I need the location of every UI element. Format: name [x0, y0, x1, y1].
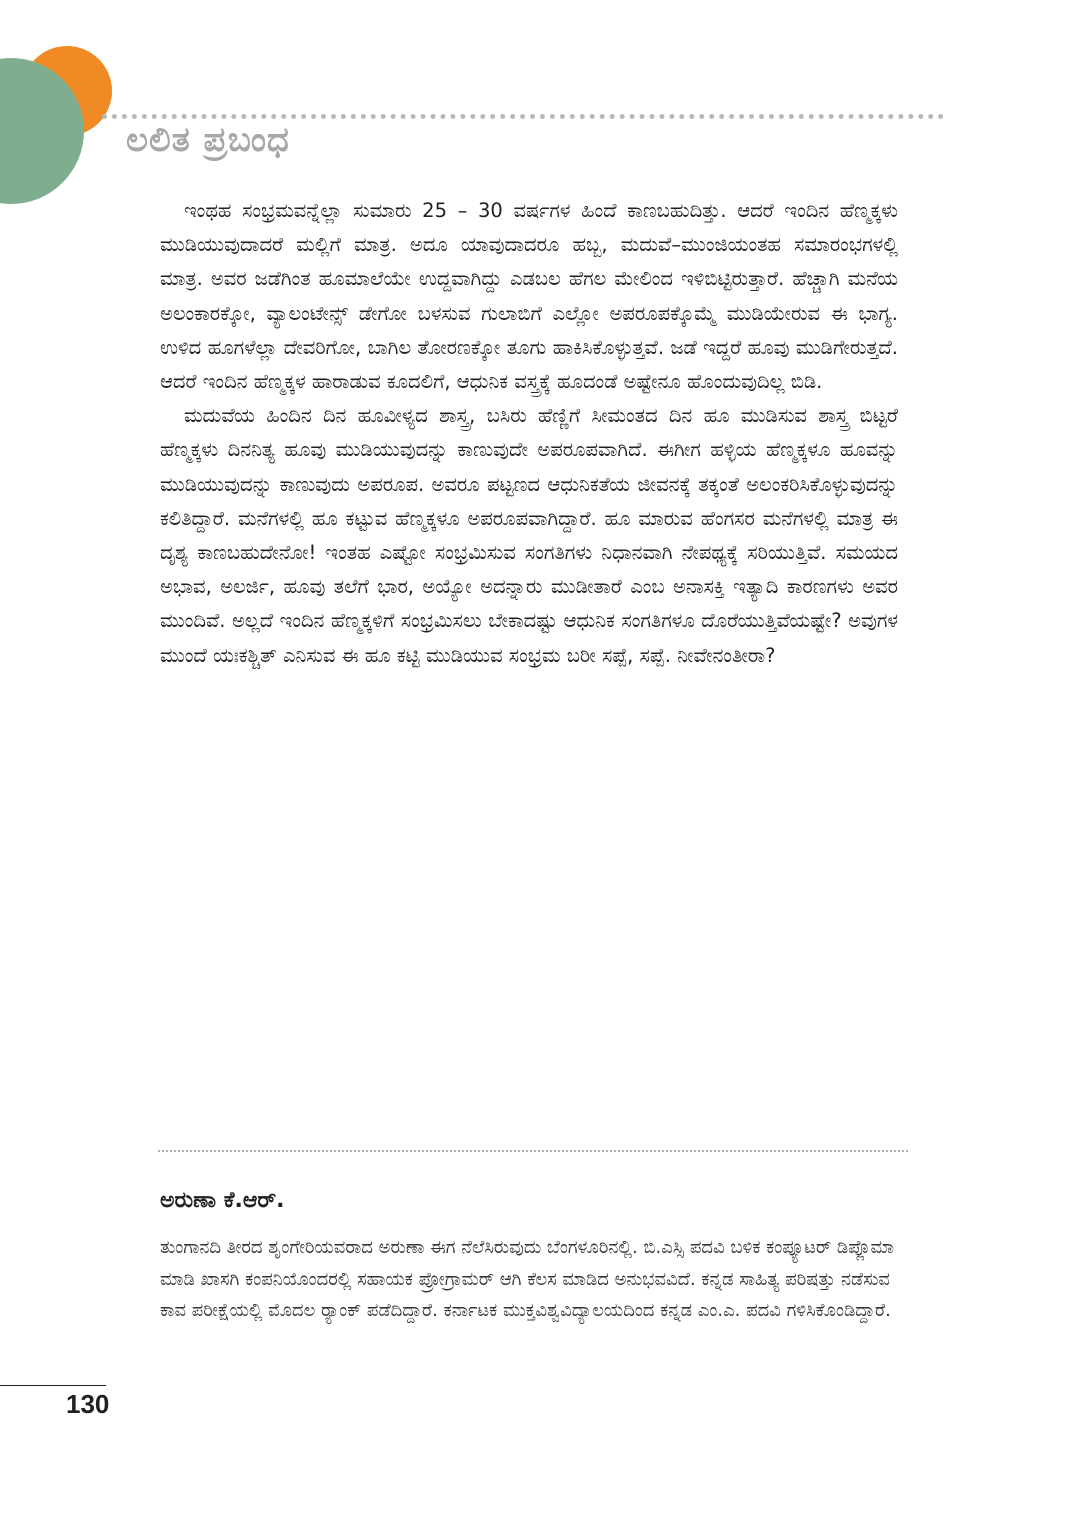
header-dotted-rule — [102, 114, 944, 119]
page-number: 130 — [66, 1389, 110, 1419]
author-name: ಅರುಣಾ ಕೆ.ಆರ್. — [160, 1188, 285, 1213]
article-paragraph-1: ಇಂಥಹ ಸಂಭ್ರಮವನ್ನೆಲ್ಲಾ ಸುಮಾರು 25 – 30 ವರ್ಷಗಳ ಹಿಂದೆ ಕಾಣಬಹುದಿತ್ತು. ಆದರೆ ಇಂದಿನ ಹೆಣ್ಮಕ್ಕಳು ಮುಡಿಯುವುದಾದರೆ ಮಲ್ಲಿಗೆ ಮಾತ್ರ. ಅದೂ ಯಾವುದಾದರೂ ಹಬ್ಬ, ಮದುವೆ–ಮುಂಜಿಯಂತಹ ಸಮಾರಂಭಗಳಲ್ಲಿ ಮಾತ್ರ. ಅವರ ಜಡೆಗಿಂತ ಹೂಮಾಲೆಯೇ ಉದ್ದವಾಗಿದ್ದು ಎಡಬಲ ಹೆಗಲ ಮೇಲಿಂದ ಇಳಿಬಿಟ್ಟಿರುತ್ತಾರೆ. ಹೆಚ್ಚಾಗಿ ಮನೆಯ ಅಲಂಕಾರಕ್ಕೋ, ವ್ಯಾಲಂಟೇನ್ಸ್ ಡೇಗೋ ಬಳಸುವ ಗುಲಾಬಿಗೆ ಎಲ್ಲೋ ಅಪರೂಪಕ್ಕೊಮ್ಮೆ ಮುಡಿಯೇರುವ ಈ ಭಾಗ್ಯ. ಉಳಿದ ಹೂಗಳೆಲ್ಲಾ ದೇವರಿಗೋ, ಬಾಗಿಲ ತೋರಣಕ್ಕೋ ತೂಗು ಹಾಕಿಸಿಕೊಳ್ಳುತ್ತವೆ. ಜಡೆ ಇದ್ದರೆ ಹೂವು ಮುಡಿಗೇರುತ್ತದೆ. ಆದರೆ ಇಂದಿನ ಹೆಣ್ಮಕ್ಕಳ ಹಾರಾಡುವ ಕೂದಲಿಗೆ, ಆಧುನಿಕ ವಸ್ತ್ರಕ್ಕೆ ಹೂದಂಡೆ ಅಷ್ಟೇನೂ ಹೊಂದುವುದಿಲ್ಲ ಬಿಡಿ. — [160, 199, 898, 394]
article-body — [160, 194, 898, 673]
author-dotted-divider — [158, 1150, 908, 1152]
page-number-rule — [0, 1385, 106, 1386]
author-bio: ತುಂಗಾನದಿ ತೀರದ ಶೃಂಗೇರಿಯವರಾದ ಅರುಣಾ ಈಗ ನೆಲೆಸಿರುವುದು ಬೆಂಗಳೂರಿನಲ್ಲಿ. ಬಿ.ಎಸ್ಸಿ ಪದವಿ ಬಳಿಕ ಕಂಪ್ಯೂಟರ್ ಡಿಪ್ಲೊಮಾ ಮಾಡಿ ಖಾಸಗಿ ಕಂಪನಿಯೊಂದರಲ್ಲಿ ಸಹಾಯಕ ಪ್ರೋಗ್ರಾಮರ್ ಆಗಿ ಕೆಲಸ ಮಾಡಿದ ಅನುಭವವಿದೆ. ಕನ್ನಡ ಸಾಹಿತ್ಯ ಪರಿಷತ್ತು ನಡೆಸುವ ಕಾವ ಪರೀಕ್ಷೆಯಲ್ಲಿ ಮೊದಲ ರ್‍ಯಾಂಕ್ ಪಡೆದಿದ್ದಾರೆ. ಕರ್ನಾಟಕ ಮುಕ್ತವಿಶ್ವವಿದ್ಯಾಲಯದಿಂದ ಕನ್ನಡ ಎಂ.ಎ. ಪದವಿ ಗಳಿಸಿಕೊಂಡಿದ್ದಾರೆ. — [160, 1237, 894, 1321]
article-paragraph-2: ಮದುವೆಯ ಹಿಂದಿನ ದಿನ ಹೂವೀಳ್ಯದ ಶಾಸ್ತ್ರ, ಬಸಿರು ಹೆಣ್ಣಿಗೆ ಸೀಮಂತದ ದಿನ ಹೂ ಮುಡಿಸುವ ಶಾಸ್ತ್ರ ಬಿಟ್ಟರೆ ಹೆಣ್ಮಕ್ಕಳು ದಿನನಿತ್ಯ ಹೂವು ಮುಡಿಯುವುದನ್ನು ಕಾಣುವುದೇ ಅಪರೂಪವಾಗಿದೆ. ಈಗೀಗ ಹಳ್ಳಿಯ ಹೆಣ್ಮಕ್ಕಳೂ ಹೂವನ್ನು ಮುಡಿಯುವುದನ್ನು ಕಾಣುವುದು ಅಪರೂಪ. ಅವರೂ ಪಟ್ಟಣದ ಆಧುನಿಕತೆಯ ಜೀವನಕ್ಕೆ ತಕ್ಕಂತೆ ಅಲಂಕರಿಸಿಕೊಳ್ಳುವುದನ್ನು ಕಲಿತಿದ್ದಾರೆ. ಮನೆಗಳಲ್ಲಿ ಹೂ ಕಟ್ಟುವ ಹೆಣ್ಮಕ್ಕಳೂ ಅಪರೂಪವಾಗಿದ್ದಾರೆ. ಹೂ ಮಾರುವ ಹೆಂಗಸರ ಮನೆಗಳಲ್ಲಿ ಮಾತ್ರ ಈ ದೃಶ್ಯ ಕಾಣಬಹುದೇನೋ! ಇಂತಹ ಎಷ್ಟೋ ಸಂಭ್ರಮಿಸುವ ಸಂಗತಿಗಳು ನಿಧಾನವಾಗಿ ನೇಪಥ್ಯಕ್ಕೆ ಸರಿಯುತ್ತಿವೆ. ಸಮಯದ ಅಭಾವ, ಅಲರ್ಜಿ, ಹೂವು ತಲೆಗೆ ಭಾರ, ಅಯ್ಯೋ ಅದನ್ನಾರು ಮುಡೀತಾರೆ ಎಂಬ ಅನಾಸಕ್ತಿ ಇತ್ಯಾದಿ ಕಾರಣಗಳು ಅವರ ಮುಂದಿವೆ. ಅಲ್ಲದೆ ಇಂದಿನ ಹೆಣ್ಮಕ್ಕಳಿಗೆ ಸಂಭ್ರಮಿಸಲು ಬೇಕಾದಷ್ಟು ಆಧುನಿಕ ಸಂಗತಿಗಳೂ ದೊರೆಯುತ್ತಿವೆಯಷ್ಟೇ? ಅವುಗಳ ಮುಂದೆ ಯಃಕಶ್ಚಿತ್ ಎನಿಸುವ ಈ ಹೂ ಕಟ್ಟಿ ಮುಡಿಯುವ ಸಂಭ್ರಮ ಬರೀ ಸಪ್ಪೆ, ಸಪ್ಪೆ. ನೀವೇನಂತೀರಾ? — [160, 404, 898, 667]
section-title: ಲಲಿತ ಪ್ರಬಂಧ — [126, 120, 290, 160]
